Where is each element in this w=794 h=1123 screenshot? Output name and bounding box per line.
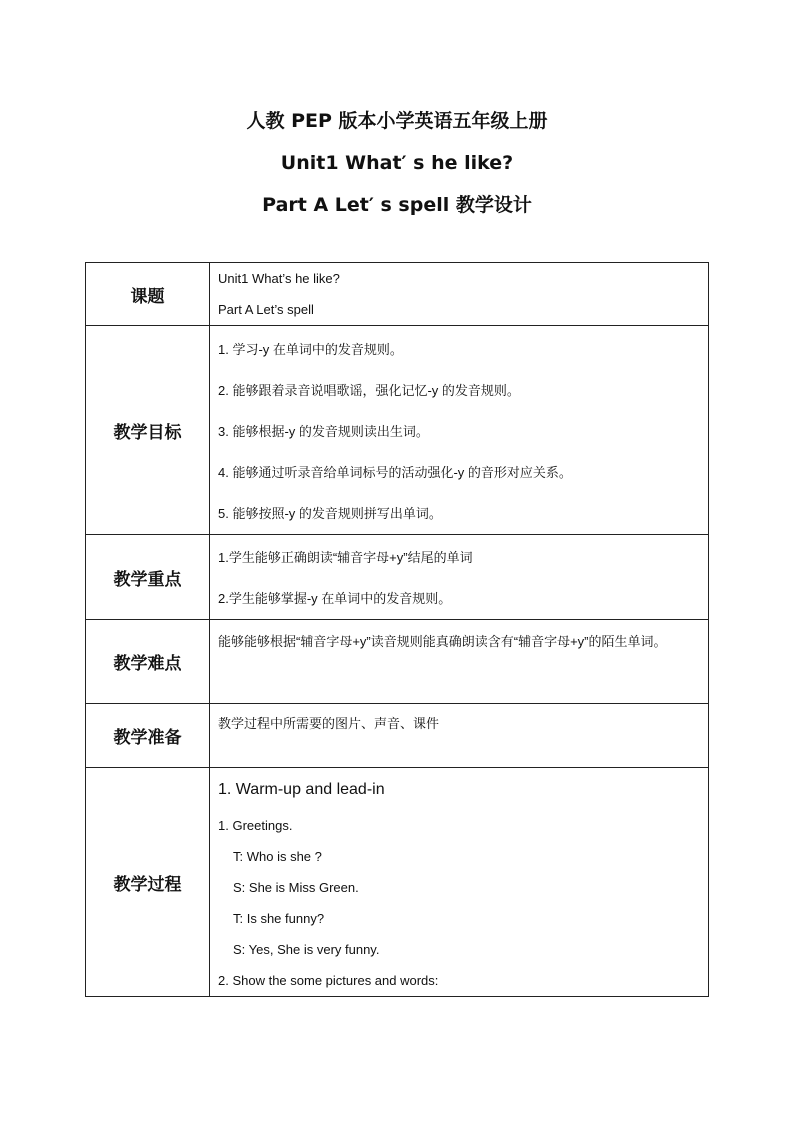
process-heading: 1. Warm-up and lead-in xyxy=(218,781,385,798)
label-preparation: 教学准备 xyxy=(86,704,210,768)
content-objectives xyxy=(210,326,709,535)
title-line-3: Part A Let′ s spell 教学设计 xyxy=(262,194,532,216)
row-objectives xyxy=(86,326,709,535)
row-preparation xyxy=(86,704,709,768)
label-difficulties: 教学难点 xyxy=(86,620,210,704)
dialogue-line: T: Who is she ? xyxy=(233,849,322,864)
label-objectives: 教学目标 xyxy=(86,326,210,535)
row-difficulties xyxy=(86,620,709,704)
content-process xyxy=(210,768,709,997)
process-step: 1. Greetings. xyxy=(218,818,293,833)
objective-item: 5. 能够按照-y 的发音规则拼写出单词。 xyxy=(218,506,442,521)
label-key-points: 教学重点 xyxy=(86,535,210,620)
objective-item: 4. 能够通过听录音给单词标号的活动强化-y 的音形对应关系。 xyxy=(218,465,572,480)
objective-item: 1. 学习-y 在单词中的发音规则。 xyxy=(218,342,403,357)
document-title xyxy=(0,100,794,226)
key-point-item: 1.学生能够正确朗读“辅音字母+y”结尾的单词 xyxy=(218,550,473,565)
row-topic xyxy=(86,263,709,326)
row-process xyxy=(86,768,709,997)
key-point-item: 2.学生能够掌握-y 在单词中的发音规则。 xyxy=(218,591,452,606)
topic-line-1: Unit1 What’s he like? xyxy=(218,271,340,286)
row-key-points xyxy=(86,535,709,620)
content-key-points xyxy=(210,535,709,620)
topic-line-2: Part A Let’s spell xyxy=(218,302,314,317)
content-preparation xyxy=(210,704,709,768)
title-line-2: Unit1 What′ s he like? xyxy=(280,152,514,174)
objective-item: 3. 能够根据-y 的发音规则读出生词。 xyxy=(218,424,429,439)
label-topic: 课题 xyxy=(86,263,210,326)
process-step: 2. Show the some pictures and words: xyxy=(218,973,439,988)
dialogue-line: T: Is she funny? xyxy=(233,911,325,926)
objective-item: 2. 能够跟着录音说唱歌谣，强化记忆-y 的发音规则。 xyxy=(218,383,520,398)
content-difficulties xyxy=(210,620,709,704)
content-topic xyxy=(210,263,709,326)
title-line-1: 人教 PEP 版本小学英语五年级上册 xyxy=(246,110,548,132)
preparation-text: 教学过程中所需要的图片、声音、课件 xyxy=(218,716,440,731)
lesson-plan-table xyxy=(85,262,709,997)
dialogue-line: S: She is Miss Green. xyxy=(233,880,359,895)
label-process: 教学过程 xyxy=(86,768,210,997)
dialogue-line: S: Yes, She is very funny. xyxy=(233,942,380,957)
difficulty-text: 能够能够根据“辅音字母+y”读音规则能真确朗读含有“辅音字母+y”的陌生单词。 xyxy=(218,634,667,649)
